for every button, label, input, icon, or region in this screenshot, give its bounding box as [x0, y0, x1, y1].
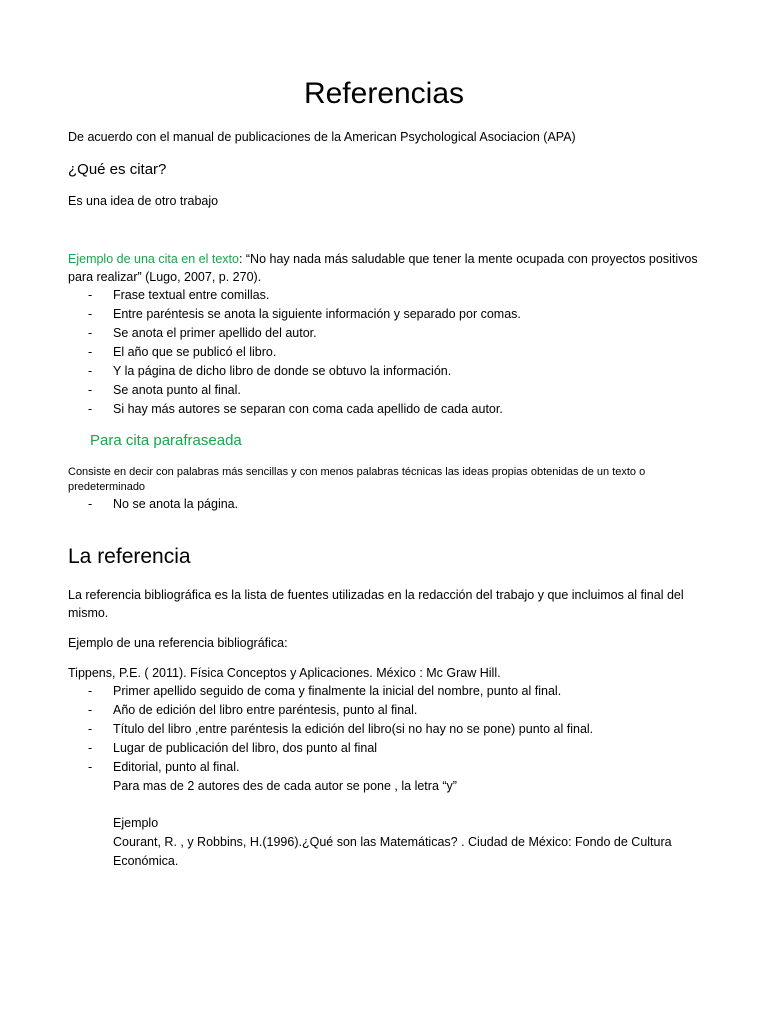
list-item: - Se anota el primer apellido del autor. [88, 324, 700, 343]
list-item: - Y la página de dicho libro de donde se obtuvo la información. [88, 362, 700, 381]
page-title: Referencias [303, 77, 465, 110]
question-heading: ¿Qué es citar? [68, 161, 167, 178]
example-cite-text: : “No hay nada más saludable que tener la mente ocupada con proyectos positivos para realizar” (Lugo, 2007, p. 270). [68, 252, 698, 284]
paraphrase-description: Consiste en decir con palabras más sencillas y con menos palabras técnicas las ideas propias obtenidas de un texto o predeterminado [68, 466, 646, 493]
spacer [113, 796, 700, 814]
list-item: - Título del libro ,entre paréntesis la edición del libro(si no hay no se pone) punto al final. [88, 720, 700, 739]
list-item: - Frase textual entre comillas. [88, 286, 700, 305]
reference-rules-list [68, 682, 700, 777]
list-item: - Si hay más autores se separan con coma cada apellido de cada autor. [88, 400, 700, 419]
example2-text: Courant, R. , y Robbins, H.(1996).¿Qué son las Matemáticas? . Ciudad de México: Fondo de Cultura Económica. [113, 835, 672, 868]
reference-example-label: Ejemplo de una referencia bibliográfica: [68, 636, 288, 650]
list-item: - Editorial, punto al final. [88, 758, 700, 777]
reference-example: Tippens, P.E. ( 2011). Física Conceptos y Aplicaciones. México : Mc Graw Hill. [68, 666, 501, 680]
list-item: - Entre paréntesis se anota la siguiente información y separado por comas. [88, 305, 700, 324]
list-item: - Se anota punto al final. [88, 381, 700, 400]
reference-definition: La referencia bibliográfica es la lista de fuentes utilizadas en la redacción del trabajo y que incluimos al final del mismo. [68, 588, 684, 620]
definition-paragraph: Es una idea de otro trabajo [68, 194, 219, 208]
example-cite-paragraph [68, 250, 700, 286]
list-item: - Primer apellido seguido de coma y finalmente la inicial del nombre, punto al final. [88, 682, 700, 701]
multi-authors-note: Para mas de 2 autores des de cada autor se pone , la letra “y” [113, 779, 457, 793]
reference-continuation [68, 777, 700, 871]
paraphrase-heading: Para cita parafraseada [90, 432, 242, 449]
list-item: - El año que se publicó el libro. [88, 343, 700, 362]
list-item: - No se anota la página. [88, 495, 700, 514]
list-item: - Lugar de publicación del libro, dos punto al final [88, 739, 700, 758]
reference-heading: La referencia [68, 545, 191, 568]
intro-paragraph: De acuerdo con el manual de publicaciones de la American Psychological Asociacion (APA) [68, 130, 576, 144]
example2-label: Ejemplo [113, 816, 159, 830]
paraphrase-rules-list [68, 495, 700, 514]
cite-rules-list [68, 286, 700, 419]
example-cite-label: Ejemplo de una cita en el texto [68, 252, 239, 266]
list-item: - Año de edición del libro entre paréntesis, punto al final. [88, 701, 700, 720]
